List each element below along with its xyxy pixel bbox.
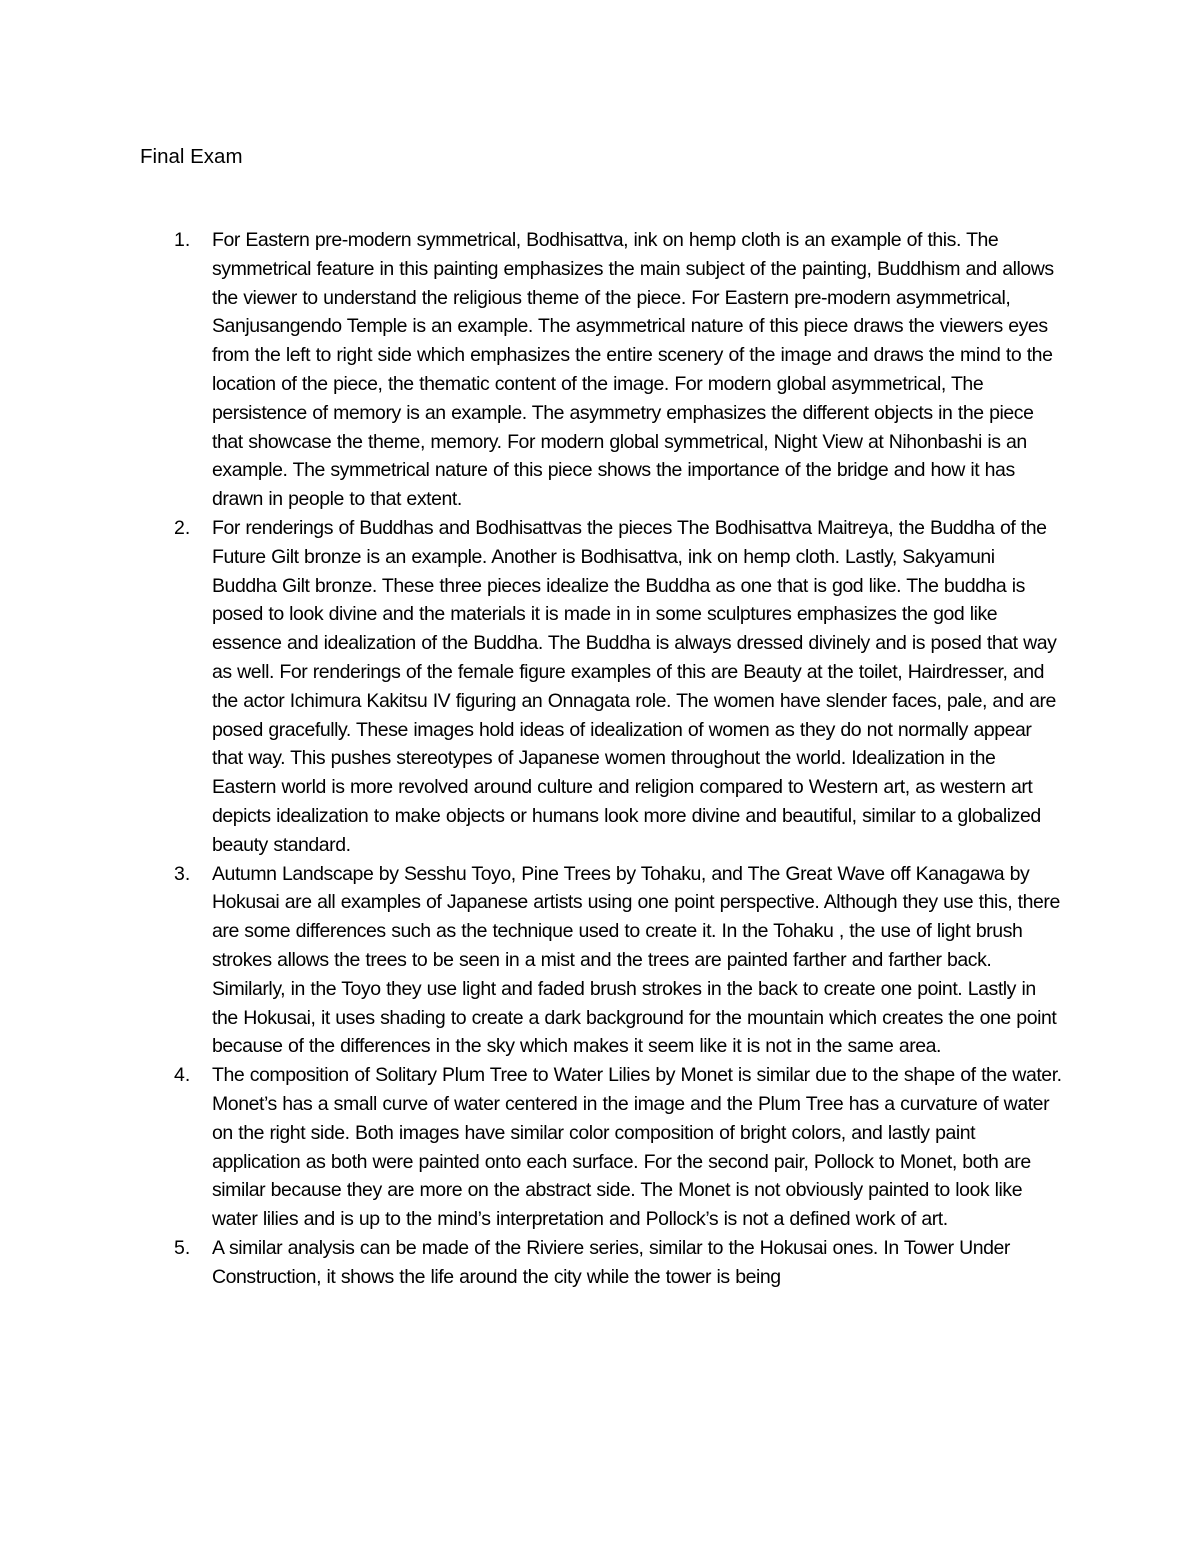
- list-item: [0, 1061, 1062, 1234]
- item-text: For Eastern pre-modern symmetrical, Bodhisattva, ink on hemp cloth is an example of this. The symmetrical feature in this painting emphasizes the main subject of the painting, Buddhism and allows the viewer to understand the religious theme of the piece. For Eastern pre-modern asymmetrical, Sanjusangendo Temple is an example. The asymmetrical nature of this piece draws the viewers eyes from the left to right side which emphasizes the entire scenery of the image and draws the mind to the location of the piece, the thematic content of the image. For modern global asymmetrical, The persistence of memory is an example. The asymmetry emphasizes the different objects in the piece that showcase the theme, memory. For modern global symmetrical, Night View at Nihonbashi is an example. The symmetrical nature of this piece shows the importance of the bridge and how it has drawn in people to that extent.: [212, 229, 1054, 511]
- item-text: Autumn Landscape by Sesshu Toyo, Pine Trees by Tohaku, and The Great Wave off Kanagawa by Hokusai are all examples of Japanese artists using one point perspective. Although they use this, there are some differences such as the technique used to create it. In the Tohaku , the use of light brush strokes allows the trees to be seen in a mist and the trees are painted farther and farther back. Similarly, in the Toyo they use light and faded brush strokes in the back to create one point. Lastly in the Hokusai, it uses shading to create a dark background for the mountain which creates the one point because of the differences in the sky which makes it seem like it is not in the same area.: [212, 862, 1060, 1058]
- item-number: 5.: [174, 1236, 191, 1259]
- list-item: [0, 1234, 1062, 1292]
- item-number: 2.: [174, 516, 191, 539]
- item-text: The composition of Solitary Plum Tree to Water Lilies by Monet is similar due to the shape of the water. Monet’s has a small curve of water centered in the image and the Plum Tree has a curvature of water on the right side. Both images have similar color composition of bright colors, and lastly paint application as both were painted onto each surface. For the second pair, Pollock to Monet, both are similar because they are more on the abstract side. The Monet is not obviously painted to look like water lilies and is up to the mind’s interpretation and Pollock’s is not a defined work of art.: [212, 1064, 1062, 1231]
- list-item: [0, 514, 1062, 860]
- item-number: 4.: [174, 1064, 191, 1087]
- list-item: [0, 226, 1062, 514]
- item-number: 1.: [174, 229, 191, 251]
- exam-answer-list: [0, 226, 1200, 1291]
- item-number: 3.: [174, 862, 191, 885]
- document-title: Final Exam: [140, 145, 243, 168]
- item-text: For renderings of Buddhas and Bodhisattvas the pieces The Bodhisattva Maitreya, the Buddha of the Future Gilt bronze is an example. Another is Bodhisattva, ink on hemp cloth. Lastly, Sakyamuni Buddha Gilt bronze. These three pieces idealize the Buddha as one that is god like. The buddha is posed to look divine and the materials it is made in in some sculptures emphasizes the god like essence and idealization of the Buddha. The Buddha is always dressed divinely and is posed that way as well. For renderings of the female figure examples of this are Beauty at the toilet, Hairdresser, and the actor Ichimura Kakitsu IV figuring an Onnagata role. The women have slender faces, pale, and are posed gracefully. These images hold ideas of idealization of women as they do not normally appear that way. This pushes stereotypes of Japanese women throughout the world. Idealization in the Eastern world is more revolved around culture and religion compared to Western art, as western art depicts idealization to make objects or humans look more divine and beautiful, similar to a globalized beauty standard.: [212, 516, 1057, 856]
- item-text: A similar analysis can be made of the Riviere series, similar to the Hokusai ones. In Tower Under Construction, it shows the life around the city while the tower is being: [212, 1236, 1010, 1288]
- list-item: [0, 860, 1062, 1062]
